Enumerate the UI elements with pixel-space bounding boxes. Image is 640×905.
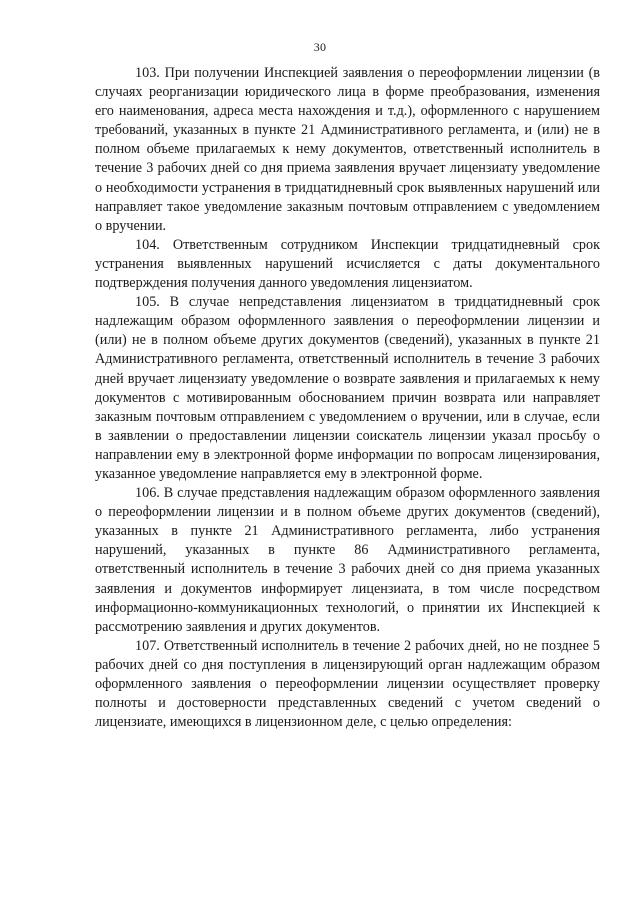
- paragraph-107: 107. Ответственный исполнитель в течение 2 рабочих дней, но не позднее 5 рабочих дней со дня поступления в лицензирующий орган надлежащим образом оформленного заявления о переоформлении лицензии осуществляет проверку полноты и достоверности представленных сведений с учетом сведений о лицензиате, имеющихся в лицензионном деле, с целью определения:: [95, 637, 600, 731]
- page-number: 30: [313, 40, 327, 54]
- paragraph-103: 103. При получении Инспекцией заявления о переоформлении лицензии (в случаях реорганизации юридического лица в форме преобразования, изменения его наименования, адреса места нахождения и т.д.), оформленного с нарушением требований, указанных в пункте 21 Административного регламента, и (или) не в полном объеме прилагаемых к нему документов, ответственный исполнитель в течение 3 рабочих дней со дня приема заявления вручает лицензиату уведомление о необходимости устранения в тридцатидневный срок выявленных нарушений или направляет такое уведомление заказным почтовым отправлением с уведомлением о вручении.: [95, 65, 600, 234]
- document-body: [95, 64, 600, 732]
- paragraph-104: 104. Ответственным сотрудником Инспекции тридцатидневный срок устранения выявленных нарушений исчисляется с даты документального подтверждения получения данного уведомления лицензиатом.: [95, 236, 600, 292]
- paragraph-106: 106. В случае представления надлежащим образом оформленного заявления о переоформлении лицензии и в полном объеме других документов (сведений), указанных в пункте 21 Административного регламента, либо устранения нарушений, указанных в пункте 86 Административного регламента, ответственный исполнитель в течение 3 рабочих дней со дня приема указанных заявления и документов информирует лицензиата, в том числе посредством информационно-коммуникационных технологий, о принятии их Инспекцией к рассмотрению заявления и других документов.: [95, 485, 600, 635]
- paragraph-105: 105. В случае непредставления лицензиатом в тридцатидневный срок надлежащим образом оформленного заявления о переоформлении лицензии и (или) не в полном объеме других документов (сведений), указанных в пункте 21 Административного регламента, ответственный исполнитель в течение 3 рабочих дней вручает лицензиату уведомление о возврате заявления и прилагаемых к нему документов с мотивированным обоснованием причин возврата или направляет заказным почтовым отправлением с уведомлением о вручении, или в случае, если в заявлении о предоставлении лицензии соискатель лицензии указал просьбу о направлении ему в электронной форме информации по вопросам лицензирования, указанное уведомление направляется ему в электронной форме.: [95, 294, 600, 482]
